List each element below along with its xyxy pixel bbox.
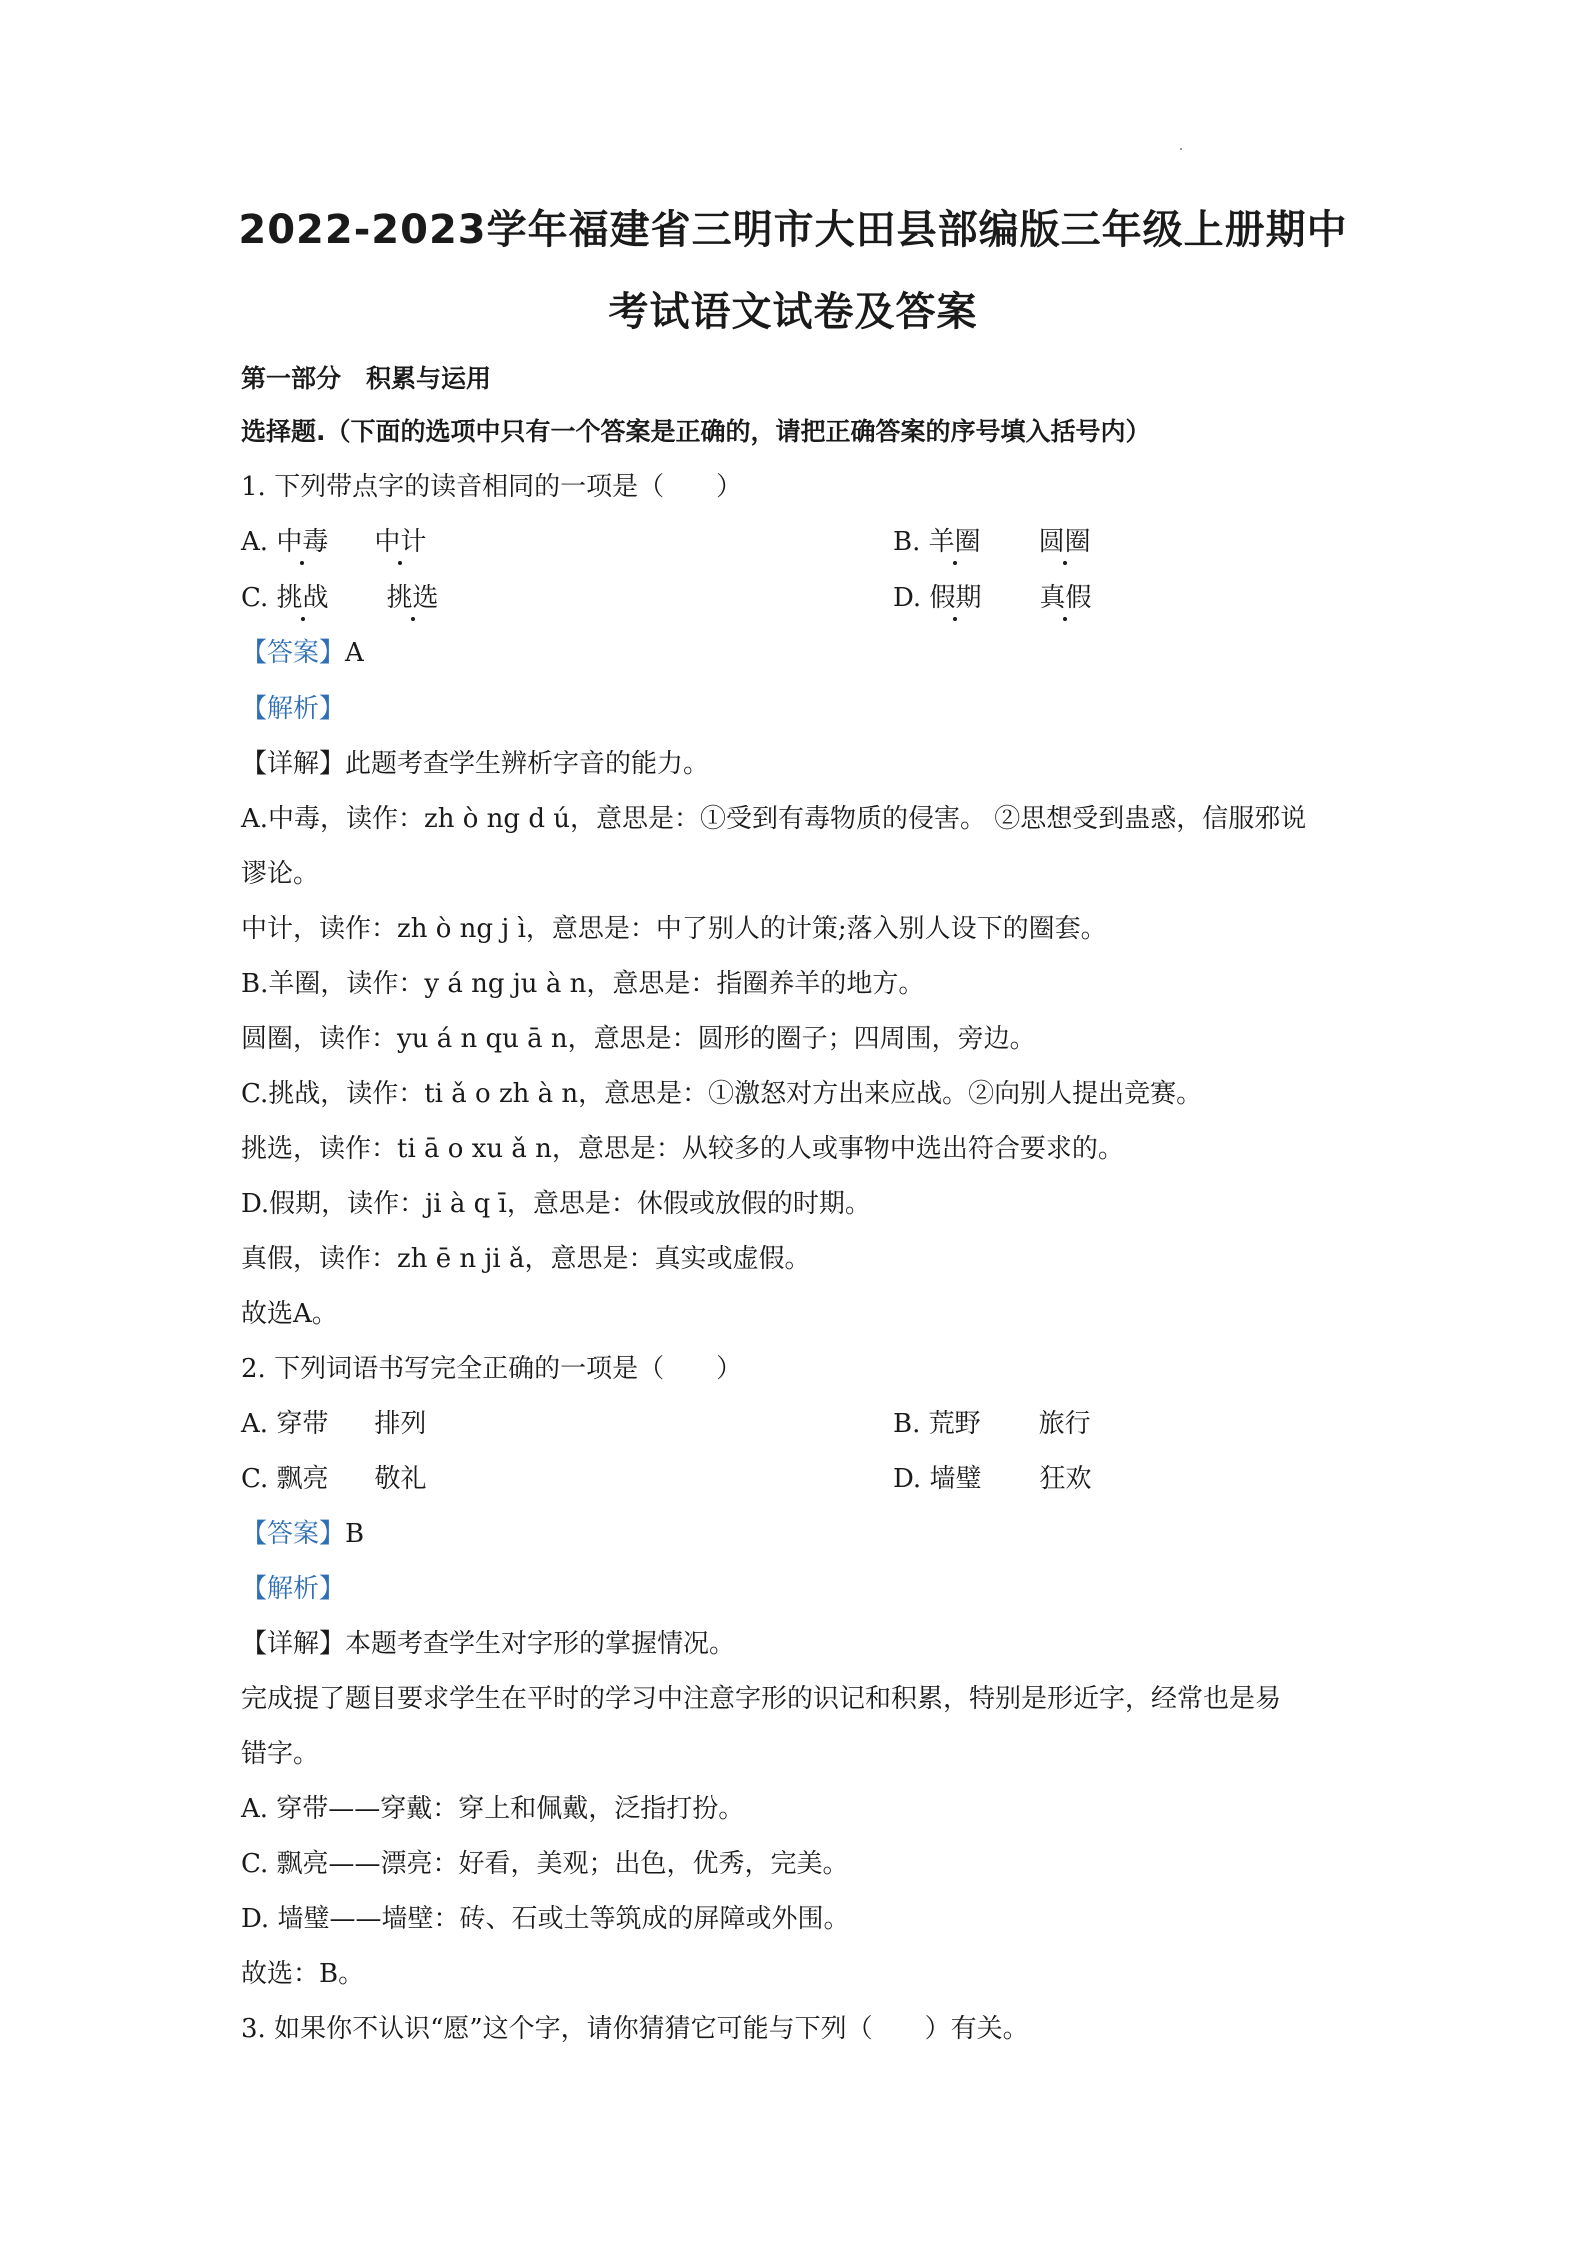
- q1-option-a-word1: 中毒: [276, 527, 329, 557]
- q1-option-c-label: C.: [241, 583, 269, 613]
- q1-option-d-word1: 假期: [929, 583, 982, 613]
- q2-option-d-word1: 墙璧: [929, 1464, 982, 1494]
- q3-stem: 3. 如果你不认识“愿”这个字，请你猜猜它可能与下列（ ）有关。: [241, 2014, 1029, 2044]
- q2-option-a-word2: 排列: [374, 1409, 427, 1439]
- q1-stem: 1. 下列带点字的读音相同的一项是（ ）: [241, 472, 743, 502]
- q1-explain-line: C.挑战，读作：ti ǎ o zh à n，意思是：①激怒对方出来应战。②向别人提出竞赛。: [241, 1079, 1203, 1109]
- q2-stem: 2. 下列词语书写完全正确的一项是（ ）: [241, 1354, 743, 1384]
- q2-option-b-label: B.: [893, 1409, 921, 1439]
- q1-option-c-word2: 挑选: [386, 583, 439, 613]
- q1-explain-line: 中计，读作：zh ò ng j ì，意思是：中了别人的计策;落入别人设下的圈套。: [241, 914, 1107, 944]
- q2-explain-line: C. 飘亮——漂亮：好看，美观；出色，优秀，完美。: [241, 1849, 849, 1879]
- q2-option-c-word1: 飘亮: [276, 1464, 329, 1494]
- q2-option-d-label: D.: [893, 1464, 922, 1494]
- q1-option-b-label: B.: [893, 527, 921, 557]
- q2-option-a: [241, 1407, 426, 1441]
- q1-option-b: [893, 525, 1091, 559]
- q1-explain-line: B.羊圈，读作：y á ng ju à n，意思是：指圈养羊的地方。: [241, 969, 925, 999]
- q1-option-d-label: D.: [893, 583, 922, 613]
- q1-option-d: [893, 581, 1091, 615]
- title-line-2: 考试语文试卷及答案: [608, 289, 978, 335]
- q1-option-d-word2: 真假: [1039, 583, 1092, 613]
- q1-option-a: [241, 525, 426, 559]
- scan-mark: [1180, 148, 1182, 150]
- q2-option-c-label: C.: [241, 1464, 269, 1494]
- q1-detail: 【详解】此题考查学生辨析字音的能力。: [241, 749, 710, 779]
- q1-explain-line: 真假，读作：zh ē n ji ǎ，意思是：真实或虚假。: [241, 1244, 811, 1274]
- q1-option-b-word2: 圆圈: [1038, 527, 1091, 557]
- q2-option-b-word1: 荒野: [928, 1409, 981, 1439]
- q2-option-d-word2: 狂欢: [1039, 1464, 1092, 1494]
- section-heading: 第一部分 积累与运用: [241, 364, 492, 393]
- q1-explain-line: D.假期，读作：ji à q ī，意思是：休假或放假的时期。: [241, 1189, 871, 1219]
- q1-option-b-word1: 羊圈: [928, 527, 981, 557]
- q2-option-d: [893, 1462, 1091, 1496]
- q1-option-a-word2: 中计: [374, 527, 427, 557]
- q2-option-b: [893, 1407, 1091, 1441]
- q1-option-c-word1: 挑战: [276, 583, 329, 613]
- q2-detail: 【详解】本题考查学生对字形的掌握情况。: [241, 1629, 736, 1659]
- q1-option-c: [241, 581, 439, 615]
- q2-answer-value: B: [345, 1519, 365, 1549]
- q2-answer-tag: 【答案】: [241, 1519, 346, 1549]
- q2-analysis-tag: 【解析】: [241, 1574, 346, 1604]
- q2-explain-line: 完成提了题目要求学生在平时的学习中注意字形的识记和积累，特别是形近字，经常也是易: [241, 1684, 1282, 1714]
- q2-explain-line: A. 穿带——穿戴：穿上和佩戴，泛指打扮。: [241, 1794, 745, 1824]
- q1-explain-line: A.中毒，读作：zh ò ng d ú，意思是：①受到有毒物质的侵害。 ②思想受到蛊惑，信服邪说: [241, 804, 1307, 834]
- q1-answer: [241, 636, 364, 670]
- q2-option-a-word1: 穿带: [276, 1409, 329, 1439]
- q1-conclusion: 故选A。: [241, 1299, 338, 1329]
- q2-option-c: [241, 1462, 427, 1496]
- q1-explain-line: 谬论。: [241, 859, 320, 889]
- q2-answer: [241, 1517, 364, 1551]
- q2-option-a-label: A.: [241, 1409, 269, 1439]
- q1-option-a-label: A.: [241, 527, 269, 557]
- instruction: 选择题.（下面的选项中只有一个答案是正确的，请把正确答案的序号填入括号内）: [241, 417, 1151, 446]
- q1-analysis-tag: 【解析】: [241, 694, 346, 724]
- title-line-1: 2022-2023学年福建省三明市大田县部编版三年级上册期中: [238, 207, 1348, 253]
- q1-explain-line: 圆圈，读作：yu á n qu ā n，意思是：圆形的圈子；四周围，旁边。: [241, 1024, 1036, 1054]
- q1-answer-value: A: [345, 638, 364, 668]
- q2-explain-line: 错字。: [241, 1739, 320, 1769]
- q2-option-c-word2: 敬礼: [374, 1464, 427, 1494]
- q1-explain-line: 挑选，读作：ti ā o xu ǎ n，意思是：从较多的人或事物中选出符合要求的。: [241, 1134, 1124, 1164]
- q1-answer-tag: 【答案】: [241, 638, 346, 668]
- q2-explain-line: D. 墙璧——墙壁：砖、石或土等筑成的屏障或外围。: [241, 1904, 850, 1934]
- q2-conclusion: 故选：B。: [241, 1959, 365, 1989]
- q2-option-b-word2: 旅行: [1038, 1409, 1091, 1439]
